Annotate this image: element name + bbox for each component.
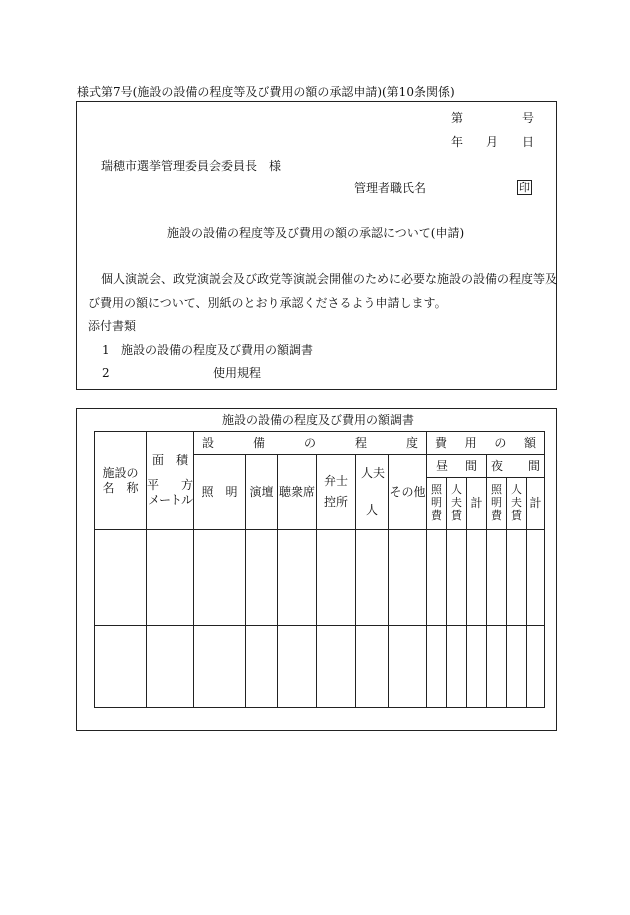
nighttime-header: 夜 間 bbox=[487, 455, 545, 478]
table-row bbox=[95, 626, 545, 708]
cost-amount-group: 費 用 の 額 bbox=[427, 432, 545, 455]
night-lighting-cost-header: 照明費 bbox=[487, 478, 507, 530]
body-line-1: 個人演説会、政党演説会及び政党等演説会開催のために必要な施設の設備の程度等及 bbox=[101, 272, 558, 286]
document-title: 施設の設備の程度等及び費用の額の承認について(申請) bbox=[167, 226, 465, 240]
number-prefix: 第 bbox=[451, 111, 464, 125]
lighting-header: 照 明 bbox=[194, 455, 246, 530]
speaker-waiting-room-header: 弁士 控所 bbox=[317, 455, 356, 530]
area-header: 面 積 平 方 メートル bbox=[147, 432, 194, 530]
header-row-1 bbox=[95, 432, 545, 455]
sender-label: 管理者職氏名 bbox=[354, 181, 427, 195]
recipient: 瑞穂市選挙管理委員会委員長 様 bbox=[101, 159, 282, 173]
attachment-1-number: 1 bbox=[102, 343, 110, 357]
equipment-level-group: 設 備 の 程 度 bbox=[194, 432, 427, 455]
body-line-2: び費用の額について、別紙のとおり承認くださるよう申請します。 bbox=[88, 296, 447, 310]
stage-header: 演壇 bbox=[246, 455, 278, 530]
night-labor-wage-header: 人夫賃 bbox=[507, 478, 527, 530]
laborers-header: 人夫 人 bbox=[356, 455, 389, 530]
attachment-2-number: 2 bbox=[102, 366, 110, 380]
cost-table bbox=[94, 431, 545, 708]
night-total-header: 計 bbox=[527, 478, 545, 530]
audience-seats-header: 聴衆席 bbox=[278, 455, 317, 530]
attachments-label: 添付書類 bbox=[88, 319, 137, 333]
number-suffix: 号 bbox=[522, 111, 535, 125]
attachment-2-text: 使用規程 bbox=[213, 366, 262, 380]
form-header: 様式第7号(施設の設備の程度等及び費用の額の承認申請)(第10条関係) bbox=[77, 85, 455, 99]
date-day: 日 bbox=[522, 135, 535, 149]
date-year: 年 bbox=[451, 135, 464, 149]
other-header: その他 bbox=[389, 455, 427, 530]
cost-table-title: 施設の設備の程度及び費用の額調書 bbox=[222, 413, 415, 427]
date-month: 月 bbox=[486, 135, 499, 149]
seal-mark: 印 bbox=[519, 181, 530, 194]
day-labor-wage-header: 人夫賃 bbox=[447, 478, 467, 530]
attachment-1-text: 施設の設備の程度及び費用の額調書 bbox=[121, 343, 314, 357]
day-lighting-cost-header: 照明費 bbox=[427, 478, 447, 530]
facility-name-header: 施設の 名 称 bbox=[95, 432, 147, 530]
daytime-header: 昼 間 bbox=[427, 455, 487, 478]
table-row bbox=[95, 530, 545, 626]
day-total-header: 計 bbox=[467, 478, 487, 530]
